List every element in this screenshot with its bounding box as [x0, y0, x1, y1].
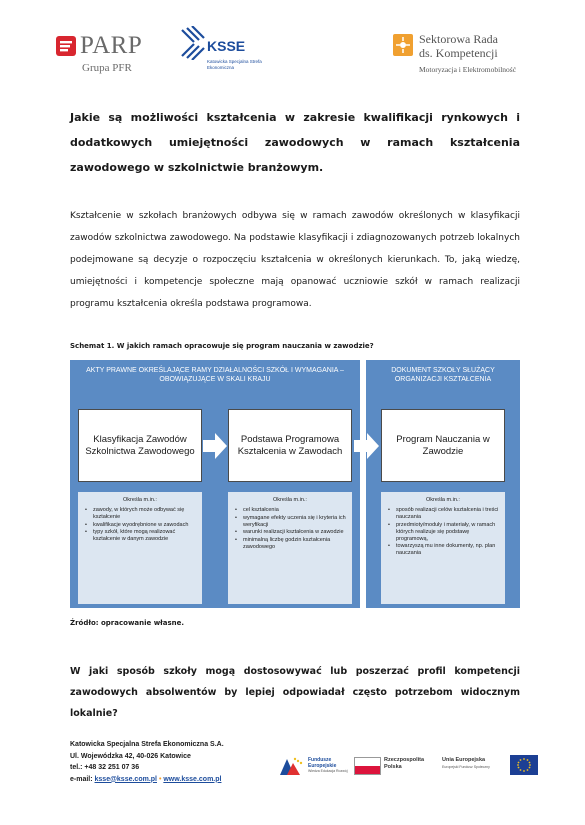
- source-note: Źródło: opracowanie własne.: [70, 619, 185, 627]
- ksse-mark-icon: [180, 26, 208, 60]
- parp-name: PARP: [80, 32, 143, 59]
- list-item: • zawody, w których może odbywać się kształcenie: [84, 507, 196, 521]
- footer-company: Katowicka Specjalna Strefa Ekonomiczna S.A.: [70, 741, 224, 748]
- list-item: • przedmioty/moduły i materiały, w ramach których realizuje się podstawę programową,: [387, 522, 499, 543]
- email-link[interactable]: ksse@ksse.com.pl: [94, 775, 157, 783]
- arrow-right-icon: [203, 433, 227, 459]
- note-list: [234, 507, 346, 551]
- list-item: • typy szkół, które mogą realizować kształcenie w danym zawodzie: [84, 529, 196, 543]
- ksse-logo: [180, 26, 270, 86]
- section-question: W jaki sposób szkoły mogą dostosowywać lub poszerzać profil kompetencji zawodowych absolwentów by lepiej odpowiadał często potrzebom widocznym lokalnie?: [70, 666, 520, 719]
- section-heading: Jakie są możliwości kształcenia w zakresie kwalifikacji rynkowych i dodatkowych umiejętności zawodowych w ramach kształcenia zawodowego w szkolnictwie branżowym.: [70, 111, 520, 174]
- eu-flag-icon: [510, 755, 538, 775]
- ue-title: Unia Europejska: [442, 757, 486, 763]
- list-item: • warunki realizacji kształcenia w zawodzie: [234, 529, 346, 536]
- note-title: Określa m.in.:: [273, 497, 307, 503]
- parp-logo: [56, 34, 176, 84]
- srk-title-line2: ds. Kompetencji: [419, 46, 498, 60]
- list-item: • wymagane efekty uczenia się i kryteria ich weryfikacji: [234, 515, 346, 529]
- core-curriculum-note: [228, 492, 352, 604]
- ksse-subtitle: Katowicka Specjalna Strefa Ekonomiczna: [207, 59, 262, 70]
- school-document-title: DOKUMENT SZKOŁY SŁUŻĄCY ORGANIZACJI KSZTAŁCENIA: [391, 367, 495, 383]
- srk-title: [419, 32, 498, 60]
- list-item: • cel kształcenia: [234, 507, 346, 514]
- fundusze-europejskie-icon: [278, 755, 305, 777]
- footer-phone: tel.: +48 32 251 07 36: [70, 764, 140, 771]
- fe-subtitle: Wiedza Edukacja Rozwój: [308, 769, 348, 773]
- note-title: Określa m.in.:: [123, 497, 157, 503]
- classification-note: [78, 492, 202, 604]
- teaching-program-note: [381, 492, 505, 604]
- schemat-diagram: [70, 360, 520, 608]
- footer-separator: •: [158, 775, 162, 783]
- classification-box: Klasyfikacja Zawodów Szkolnictwa Zawodowego: [78, 409, 202, 482]
- core-curriculum-box: Podstawa Programowa Kształcenia w Zawodach: [228, 409, 352, 482]
- teaching-program-box: Program Nauczania w Zawodzie: [381, 409, 505, 482]
- srk-title-line1: Sektorowa Rada: [419, 32, 498, 46]
- ue-subtitle: Europejski Fundusz Społeczny: [442, 765, 490, 769]
- footer-email-line: [70, 774, 280, 786]
- list-item: • kwalifikacje wyodrębnione w zawodach: [84, 522, 196, 529]
- footer-logos: [270, 755, 550, 785]
- page-header: [0, 22, 585, 82]
- ksse-name: KSSE: [207, 38, 246, 54]
- list-item: • sposób realizacji celów kształcenia i treści nauczania: [387, 507, 499, 521]
- footer-address: Ul. Wojewódzka 42, 40-026 Katowice: [70, 752, 191, 760]
- rp-title: Rzeczpospolita Polska: [384, 757, 425, 770]
- national-acts-title: AKTY PRAWNE OKREŚLAJĄCE RAMY DZIAŁALNOŚCI SZKÓŁ I WYMAGANIA – OBOWIĄZUJĄCE W SKALI KRAJU: [86, 367, 344, 383]
- intro-paragraph: Kształcenie w szkołach branżowych odbywa się w ramach zawodów określonych w klasyfikacji zawodów szkolnictwa zawodowego. Na podstawie klasyfikacji i zdiagnozowanych potrzeb lokalnych podejmowane są decyzje o rozpoczęciu kształcenia w określonych kierunkach. To, jaką wiedzę, umiejętności i kompetencje społeczne mają opanować uczniowie szkół w ramach realizacji programu kształcenia określa podstawa programowa.: [70, 211, 520, 309]
- footer-contact: [70, 739, 280, 785]
- footer-email-label: e-mail:: [70, 775, 95, 783]
- note-list: [84, 507, 196, 543]
- parp-subtitle: Grupa PFR: [82, 62, 132, 74]
- note-title: Określa m.in.:: [426, 497, 460, 503]
- fe-title: Fundusze Europejskie: [308, 757, 337, 769]
- polish-flag-icon: [354, 757, 381, 775]
- list-item: • towarzyszą mu inne dokumenty, np. plan nauczania: [387, 543, 499, 557]
- website-link[interactable]: www.ksse.com.pl: [163, 775, 222, 783]
- srk-mark-icon: [393, 34, 413, 56]
- list-item: • minimalną liczbę godzin kształcenia zawodowego: [234, 537, 346, 551]
- schemat-caption: Schemat 1. W jakich ramach opracowuje się program nauczania w zawodzie?: [70, 342, 374, 350]
- srk-logo: [393, 34, 543, 84]
- note-list: [387, 507, 499, 557]
- parp-mark-icon: [56, 36, 76, 56]
- srk-subtitle: Motoryzacja i Elektromobilność: [419, 65, 517, 74]
- arrow-right-icon: [354, 433, 379, 459]
